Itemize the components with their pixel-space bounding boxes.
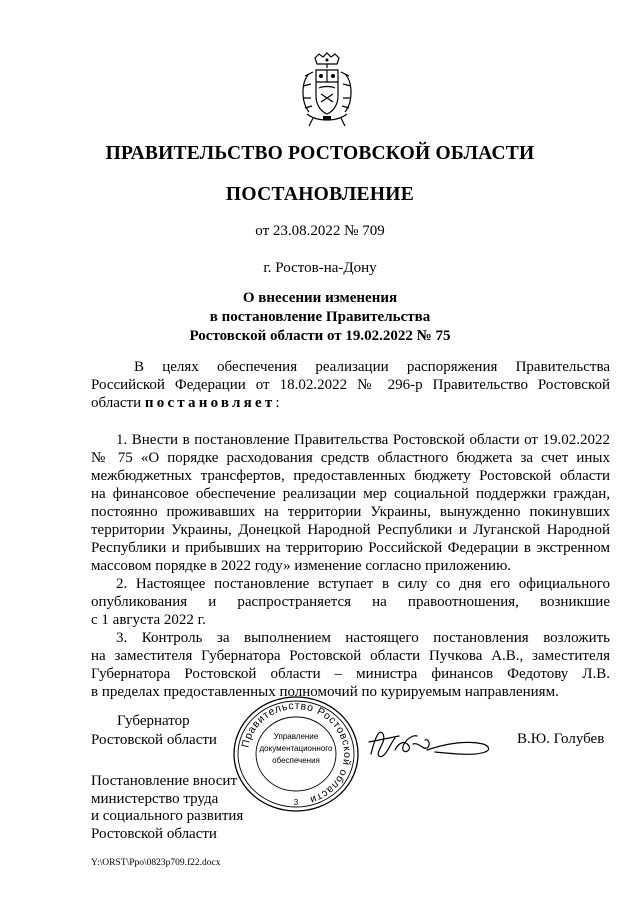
resolution-keyword: постановляет	[144, 395, 276, 411]
stamp-ring-text: Правительство Ростовской области	[239, 699, 354, 806]
clause-line: с 1 августа 2022 г.	[91, 612, 206, 628]
signer-name: В.Ю. Голубев	[517, 731, 605, 747]
stamp-inner-line: Управление	[273, 732, 319, 741]
clause-line: на финансовое обеспечение реализации мер социальной поддержки граждан,	[91, 486, 610, 502]
coat-of-arms-emblem	[299, 52, 355, 128]
stamp-inner-line: обеспечения	[272, 756, 320, 765]
preamble-last-line	[91, 394, 610, 412]
document-date-number: от 23.08.2022 № 709	[255, 223, 385, 239]
preamble-suffix: :	[275, 395, 280, 411]
clause-line: постоянно проживавших на территории Украины, вынужденно покинувших	[91, 504, 610, 520]
clause-line: на заместителя Губернатора Ростовской области Пучкова А.В., заместителя	[91, 648, 610, 664]
signer-title-line: Ростовской области	[91, 732, 217, 748]
submitter-line: Постановление вносит	[91, 773, 238, 789]
document-type: ПОСТАНОВЛЕНИЕ	[225, 184, 415, 205]
clause-line: массовом порядке в 2022 году» изменение согласно приложению.	[91, 558, 512, 574]
subject-line: в постановление Правительства	[209, 309, 431, 325]
submitter-line: Ростовской области	[91, 825, 217, 842]
clause-line: 2. Настоящее постановление вступает в силу со дня его официального	[116, 576, 610, 592]
clause-1	[91, 431, 610, 575]
clause-line: территории Украины, Донецкой Народной Республики и Луганской Народной	[91, 522, 610, 538]
stamp-inner-line: документационного	[259, 744, 333, 753]
clause-line: 1. Внести в постановление Правительства Ростовской области от 19.02.2022	[116, 432, 610, 448]
clause-line: 3. Контроль за выполнением настоящего постановления возложить	[116, 630, 610, 646]
official-stamp	[232, 695, 360, 813]
submitter-line: министерство труда	[91, 790, 219, 807]
subject-line: О внесении изменения	[242, 290, 398, 306]
stamp-number: 3	[293, 798, 299, 807]
preamble-prefix: области	[91, 395, 145, 411]
preamble-line: В целях обеспечения реализации распоряжения Правительства	[134, 359, 610, 375]
clause-3	[91, 629, 610, 701]
submitter-note	[91, 773, 243, 843]
submitter-line: и социального развития	[91, 808, 244, 824]
document-subject	[0, 289, 640, 346]
preamble-line: Российской Федерации от 18.02.2022 № 296-р Правительство Ростовской	[91, 377, 610, 393]
handwritten-signature	[365, 720, 495, 764]
signer-title-line: Губернатор	[117, 713, 190, 729]
clause-line: межбюджетных трансфертов, предоставленных бюджету Ростовской области	[91, 468, 610, 484]
file-path: Y:\ORST\Ppo\0823p709.f22.docx	[91, 858, 221, 868]
clause-line: Республики и прибывших на территорию Российской Федерации в экстренном	[91, 540, 610, 556]
preamble-paragraph	[91, 358, 610, 412]
subject-line: Ростовской области от 19.02.2022 № 75	[189, 328, 451, 344]
document-city: г. Ростов-на-Дону	[263, 260, 377, 276]
clause-line: № 75 «О порядке расходования средств областного бюджета за счет иных	[91, 450, 610, 466]
government-title: ПРАВИТЕЛЬСТВО РОСТОВСКОЙ ОБЛАСТИ	[105, 143, 535, 164]
clause-line: в пределах предоставленных полномочий по курируемым направлениям.	[91, 684, 559, 700]
signer-title	[91, 712, 217, 750]
clause-line: Губернатора Ростовской области – министра финансов Федотову Л.В.	[91, 666, 610, 682]
clause-2	[91, 575, 610, 629]
clause-line: опубликования и распространяется на правоотношения, возникшие	[91, 594, 610, 610]
